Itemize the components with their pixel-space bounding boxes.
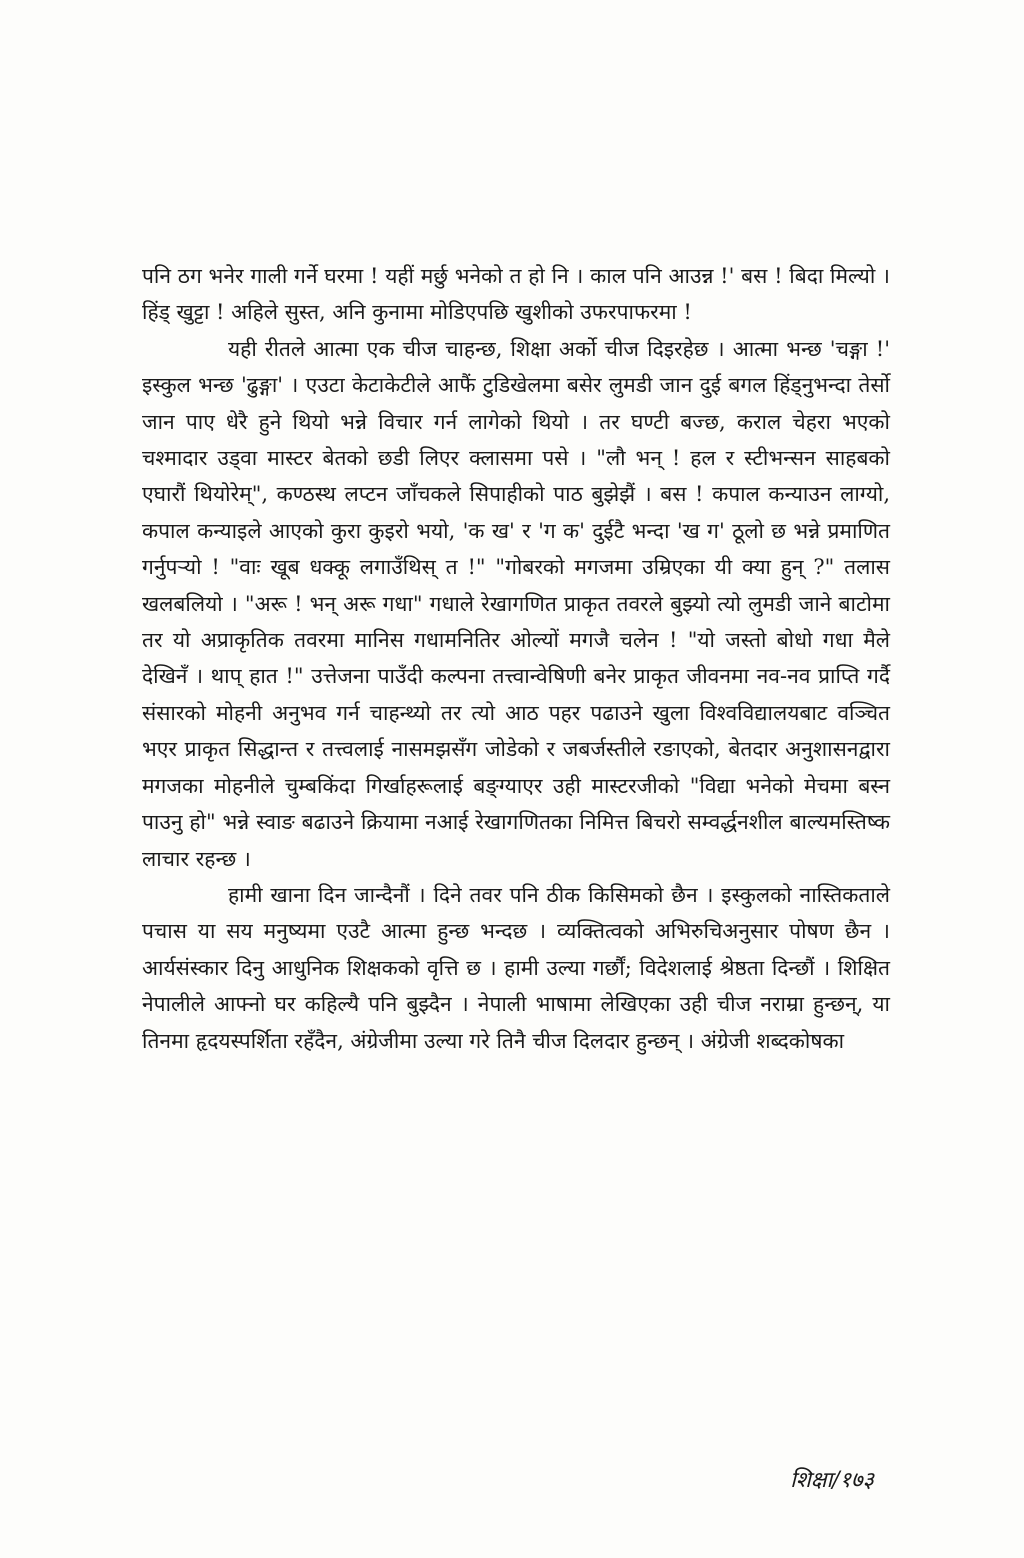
body-text: [142, 258, 890, 1059]
paragraph-2: यही रीतले आत्मा एक चीज चाहन्छ, शिक्षा अर्को चीज दिइरहेछ । आत्मा भन्छ 'चङ्गा !' इस्कुल भन्छ 'ढुङ्गा' । एउटा केटाकेटीले आफैं टुडिखेलमा बसेर लुमडी जान दुई बगल हिंड्नुभन्दा तेर्सो जान पाए धेरै हुने थियो भन्ने विचार गर्न लागेको थियो । तर घण्टी बज्छ, कराल चेहरा भएको चश्मादार उड्वा मास्टर बेतको छडी लिएर क्लासमा पसे । "लौ भन् ! हल र स्टीभन्सन साहबको एघारौं थियोरेम्", कण्ठस्थ लप्टन जाँचकले सिपाहीको पाठ बुझेझैं । बस ! कपाल कन्याउन लाग्यो, कपाल कन्याइले आएको कुरा कुइरो भयो, 'क ख' र 'ग क' दुईटै भन्दा 'ख ग' ठूलो छ भन्ने प्रमाणित गर्नुपर्‍यो ! "वाः खूब धक्कू लगाउँथिस् त !" "गोबरको मगजमा उम्रिएका यी क्या हुन् ?" तलास खलबलियो । "अरू ! भन् अरू गधा" गधाले रेखागणित प्राकृत तवरले बुझ्यो त्यो लुमडी जाने बाटोमा तर यो अप्राकृतिक तवरमा मानिस गधामनितिर ओल्यों मगजै चलेन ! "यो जस्तो बोधो गधा मैले देखिनँ । थाप् हात !" उत्तेजना पाउँदी कल्पना तत्त्वान्वेषिणी बनेर प्राकृत जीवनमा नव-नव प्राप्ति गर्दै संसारको मोहनी अनुभव गर्न चाहन्थ्यो तर त्यो आठ पहर पढाउने खुला विश्वविद्यालयबाट वञ्चित भएर प्राकृत सिद्धान्त र तत्त्वलाई नासमझसँग जोडेको र जबर्जस्तीले रङाएको, बेतदार अनुशासनद्वारा मगजका मोहनीले चुम्बकिंदा गिर्खाहरूलाई बङ्ग्याएर उही मास्टरजीको "विद्या भनेको मेचमा बस्न पाउनु हो" भन्ने स्वाङ बढाउने क्रियामा नआई रेखागणितका निमित्त बिचरो सम्वर्द्धनशील बाल्यमस्तिष्क लाचार रहन्छ ।: [142, 336, 890, 871]
page-footer: शिक्षा/१७३: [790, 1468, 874, 1493]
paragraph-3: हामी खाना दिन जान्दैनौं । दिने तवर पनि ठीक किसिमको छैन । इस्कुलको नास्तिकताले पचास या सय मनुष्यमा एउटै आत्मा हुन्छ भन्दछ । व्यक्तित्वको अभिरुचिअनुसार पोषण छैन । आर्यसंस्कार दिनु आधुनिक शिक्षकको वृत्ति छ । हामी उल्या गर्छौं; विदेशलाई श्रेष्ठता दिन्छौं । शिक्षित नेपालीले आफ्नो घर कहिल्यै पनि बुझ्दैन । नेपाली भाषामा लेखिएका उही चीज नराम्रा हुन्छन्, या तिनमा हृदयस्पर्शिता रहँदैन, अंग्रेजीमा उल्या गरे तिनै चीज दिलदार हुन्छन् । अंग्रेजी शब्दकोषका: [142, 882, 890, 1053]
paragraph-1: पनि ठग भनेर गाली गर्ने घरमा ! यहीं मर्छु भनेको त हो नि । काल पनि आउन्न !' बस ! बिदा मिल्यो । हिंड् खुट्टा ! अहिले सुस्त, अनि कुनामा मोडिएपछि खुशीको उफरपाफरमा !: [142, 264, 890, 325]
